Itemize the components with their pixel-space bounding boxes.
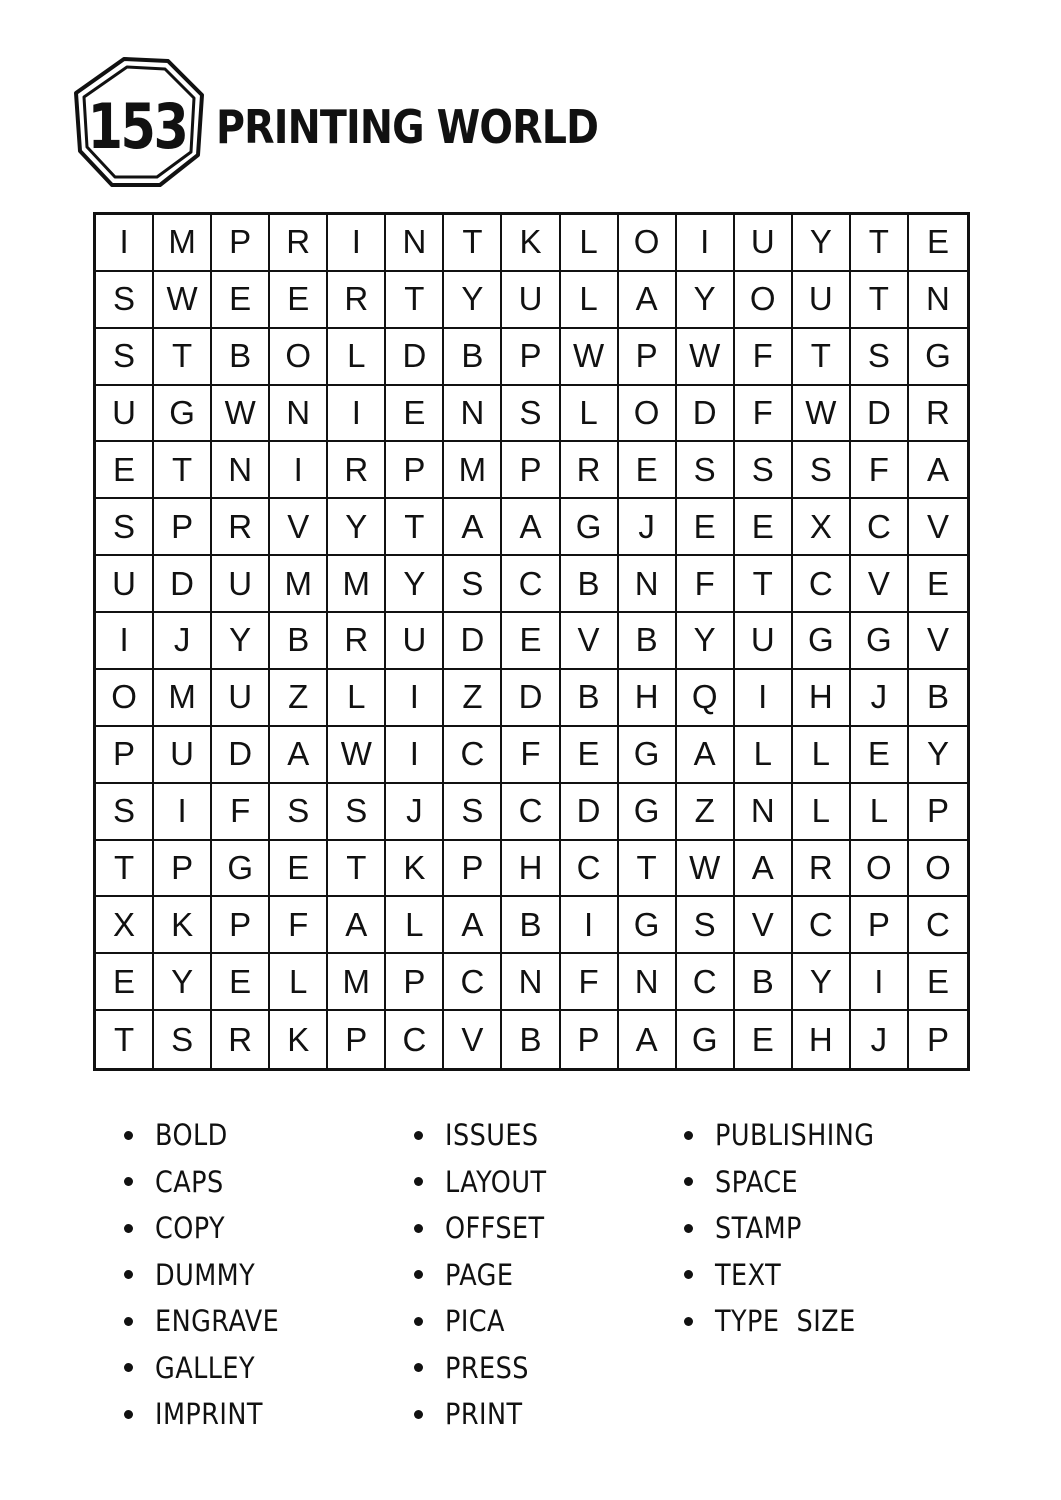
grid-cell[interactable]: J bbox=[851, 670, 909, 727]
grid-cell[interactable]: X bbox=[793, 499, 851, 556]
grid-cell[interactable]: D bbox=[444, 613, 502, 670]
grid-cell[interactable]: O bbox=[851, 841, 909, 898]
grid-cell[interactable]: R bbox=[270, 215, 328, 272]
grid-cell[interactable]: P bbox=[154, 841, 212, 898]
word-list-item bbox=[124, 1112, 296, 1159]
grid-cell[interactable]: D bbox=[212, 727, 270, 784]
bullet-icon bbox=[124, 1317, 133, 1326]
grid-cell[interactable]: L bbox=[793, 784, 851, 841]
grid-cell[interactable]: R bbox=[212, 499, 270, 556]
grid-cell[interactable]: L bbox=[328, 329, 386, 386]
grid-cell[interactable]: E bbox=[851, 727, 909, 784]
grid-cell[interactable]: N bbox=[386, 215, 444, 272]
grid-cell[interactable]: B bbox=[619, 613, 677, 670]
grid-cell[interactable]: N bbox=[270, 386, 328, 443]
grid-cell[interactable]: W bbox=[328, 727, 386, 784]
word-label: SPACE bbox=[715, 1164, 799, 1199]
grid-cell[interactable]: A bbox=[735, 841, 793, 898]
grid-cell[interactable]: I bbox=[386, 670, 444, 727]
grid-cell[interactable]: P bbox=[212, 215, 270, 272]
grid-cell[interactable]: J bbox=[619, 499, 677, 556]
grid-cell[interactable]: F bbox=[677, 556, 735, 613]
grid-cell[interactable]: Y bbox=[793, 215, 851, 272]
grid-cell[interactable]: B bbox=[561, 670, 619, 727]
grid-cell[interactable]: T bbox=[96, 841, 154, 898]
grid-cell[interactable]: G bbox=[212, 841, 270, 898]
word-label: GALLEY bbox=[155, 1350, 256, 1385]
grid-cell[interactable]: I bbox=[677, 215, 735, 272]
grid-cell[interactable]: B bbox=[502, 1011, 560, 1068]
grid-cell[interactable]: F bbox=[851, 442, 909, 499]
grid-cell[interactable]: S bbox=[851, 329, 909, 386]
bullet-icon bbox=[684, 1131, 693, 1140]
grid-cell[interactable]: C bbox=[851, 499, 909, 556]
word-label: IMPRINT bbox=[155, 1397, 263, 1432]
grid-cell[interactable]: H bbox=[619, 670, 677, 727]
grid-cell[interactable]: P bbox=[328, 1011, 386, 1068]
grid-cell[interactable]: T bbox=[386, 272, 444, 329]
bullet-icon bbox=[414, 1177, 423, 1186]
grid-cell[interactable]: I bbox=[154, 784, 212, 841]
grid-cell[interactable]: P bbox=[619, 329, 677, 386]
grid-cell[interactable]: F bbox=[735, 386, 793, 443]
word-label: BOLD bbox=[155, 1118, 228, 1153]
grid-cell[interactable]: S bbox=[96, 329, 154, 386]
bullet-icon bbox=[684, 1177, 693, 1186]
bullet-icon bbox=[124, 1224, 133, 1233]
grid-cell[interactable]: B bbox=[735, 954, 793, 1011]
grid-cell[interactable]: T bbox=[444, 215, 502, 272]
grid-cell[interactable]: L bbox=[386, 897, 444, 954]
grid-cell[interactable]: Y bbox=[793, 954, 851, 1011]
word-list-item bbox=[124, 1298, 296, 1345]
grid-cell[interactable]: U bbox=[154, 727, 212, 784]
grid-cell[interactable]: W bbox=[793, 386, 851, 443]
grid-cell[interactable]: A bbox=[444, 897, 502, 954]
bullet-icon bbox=[414, 1363, 423, 1372]
grid-cell[interactable]: N bbox=[619, 556, 677, 613]
grid-cell[interactable]: A bbox=[502, 499, 560, 556]
grid-cell[interactable]: T bbox=[96, 1011, 154, 1068]
grid-cell[interactable]: G bbox=[561, 499, 619, 556]
grid-cell[interactable]: C bbox=[444, 954, 502, 1011]
bullet-icon bbox=[124, 1131, 133, 1140]
grid-cell[interactable]: F bbox=[502, 727, 560, 784]
grid-cell[interactable]: D bbox=[851, 386, 909, 443]
grid-cell[interactable]: V bbox=[270, 499, 328, 556]
grid-cell[interactable]: R bbox=[561, 442, 619, 499]
grid-cell[interactable]: S bbox=[677, 442, 735, 499]
grid-cell[interactable]: E bbox=[270, 272, 328, 329]
grid-cell[interactable]: B bbox=[444, 329, 502, 386]
word-list-item bbox=[124, 1205, 296, 1252]
grid-cell[interactable]: P bbox=[926, 1020, 949, 1058]
grid-cell[interactable]: B bbox=[212, 329, 270, 386]
grid-cell[interactable]: I bbox=[328, 215, 386, 272]
grid-cell[interactable]: U bbox=[96, 556, 154, 613]
grid-cell[interactable]: T bbox=[619, 841, 677, 898]
word-label: PAGE bbox=[445, 1257, 514, 1292]
grid-cell[interactable]: X bbox=[96, 897, 154, 954]
grid-cell[interactable]: S bbox=[735, 442, 793, 499]
grid-cell[interactable]: C bbox=[502, 784, 560, 841]
word-label: TEXT bbox=[715, 1257, 782, 1292]
grid-cell[interactable]: I bbox=[96, 215, 154, 272]
grid-cell[interactable]: Y bbox=[444, 272, 502, 329]
grid-cell[interactable]: S bbox=[444, 556, 502, 613]
bullet-icon bbox=[414, 1224, 423, 1233]
grid-cell[interactable]: P bbox=[386, 954, 444, 1011]
grid-cell[interactable]: K bbox=[502, 215, 560, 272]
grid-cell[interactable]: P bbox=[96, 727, 154, 784]
grid-cell[interactable]: D bbox=[677, 386, 735, 443]
word-label: PRINT bbox=[445, 1397, 523, 1432]
grid-cell[interactable]: C bbox=[793, 556, 851, 613]
grid-cell[interactable]: W bbox=[677, 329, 735, 386]
grid-cell[interactable]: G bbox=[154, 386, 212, 443]
grid-cell[interactable]: S bbox=[270, 784, 328, 841]
grid-cell[interactable]: G bbox=[793, 613, 851, 670]
word-label: STAMP bbox=[715, 1211, 802, 1246]
word-list-item bbox=[124, 1345, 296, 1392]
word-label: PUBLISHING bbox=[715, 1118, 875, 1153]
grid-cell[interactable]: A bbox=[619, 272, 677, 329]
word-label: PRESS bbox=[445, 1350, 529, 1385]
bullet-icon bbox=[414, 1270, 423, 1279]
grid-cell[interactable]: J bbox=[851, 1011, 909, 1068]
grid-cell[interactable]: W bbox=[677, 841, 735, 898]
grid-cell[interactable]: S bbox=[677, 897, 735, 954]
word-list-item bbox=[684, 1159, 896, 1206]
bullet-icon bbox=[124, 1363, 133, 1372]
word-label: DUMMY bbox=[155, 1257, 256, 1292]
grid-cell[interactable]: V bbox=[444, 1011, 502, 1068]
grid-cell[interactable]: M bbox=[444, 442, 502, 499]
grid-cell[interactable]: T bbox=[851, 215, 909, 272]
grid-cell[interactable]: U bbox=[502, 272, 560, 329]
word-label: COPY bbox=[155, 1211, 226, 1246]
bullet-icon bbox=[124, 1177, 133, 1186]
grid-cell[interactable]: H bbox=[793, 1011, 851, 1068]
grid-cell[interactable]: E bbox=[735, 1011, 793, 1068]
word-label: ENGRAVE bbox=[155, 1304, 280, 1339]
grid-cell[interactable]: T bbox=[154, 442, 212, 499]
grid-cell[interactable]: G bbox=[619, 897, 677, 954]
grid-cell[interactable]: E bbox=[561, 727, 619, 784]
grid-cell[interactable]: R bbox=[328, 272, 386, 329]
grid-cell[interactable]: E bbox=[677, 499, 735, 556]
grid-cell[interactable]: P bbox=[909, 784, 967, 841]
grid-cell[interactable]: R bbox=[328, 613, 386, 670]
grid-cell[interactable]: J bbox=[386, 784, 444, 841]
grid-cell[interactable]: E bbox=[909, 215, 967, 272]
grid-cell[interactable]: A bbox=[270, 727, 328, 784]
grid-cell[interactable]: S bbox=[96, 499, 154, 556]
grid-cell[interactable]: N bbox=[444, 386, 502, 443]
grid-cell[interactable]: A bbox=[677, 727, 735, 784]
grid-cell[interactable]: I bbox=[96, 613, 154, 670]
puzzle-title: PRINTING WORLD bbox=[216, 100, 599, 154]
grid-cell[interactable]: L bbox=[735, 727, 793, 784]
grid-cell[interactable]: G bbox=[619, 727, 677, 784]
grid-cell[interactable]: L bbox=[851, 784, 909, 841]
grid-cell[interactable]: Y bbox=[677, 613, 735, 670]
grid-cell[interactable]: A bbox=[619, 1011, 677, 1068]
word-list-column bbox=[684, 1112, 896, 1345]
grid-cell[interactable]: B bbox=[502, 897, 560, 954]
grid-cell[interactable]: N bbox=[619, 954, 677, 1011]
grid-cell[interactable]: W bbox=[154, 272, 212, 329]
grid-cell[interactable]: B bbox=[561, 556, 619, 613]
word-list-column bbox=[414, 1112, 560, 1438]
word-list-item bbox=[124, 1391, 296, 1438]
word-list bbox=[0, 1112, 1061, 1442]
bullet-icon bbox=[414, 1317, 423, 1326]
grid-cell[interactable]: L bbox=[328, 670, 386, 727]
grid-cell[interactable]: T bbox=[154, 329, 212, 386]
grid-cell[interactable]: C bbox=[561, 841, 619, 898]
grid-cell[interactable]: R bbox=[909, 386, 967, 443]
grid-cell[interactable]: U bbox=[386, 613, 444, 670]
grid-cell[interactable]: N bbox=[909, 272, 967, 329]
grid-cell[interactable]: H bbox=[502, 841, 560, 898]
grid-cell[interactable]: V bbox=[909, 499, 967, 556]
grid-cell[interactable]: U bbox=[212, 556, 270, 613]
grid-cell[interactable]: Y bbox=[154, 954, 212, 1011]
grid-cell[interactable]: T bbox=[793, 329, 851, 386]
grid-cell[interactable]: Y bbox=[328, 499, 386, 556]
grid-cell[interactable]: F bbox=[270, 897, 328, 954]
grid-cell[interactable]: G bbox=[677, 1011, 735, 1068]
grid-cell[interactable]: U bbox=[735, 613, 793, 670]
grid-cell[interactable]: U bbox=[793, 272, 851, 329]
grid-cell[interactable]: Y bbox=[386, 556, 444, 613]
grid-cell[interactable]: M bbox=[328, 556, 386, 613]
grid-cell[interactable]: S bbox=[328, 784, 386, 841]
grid-cell[interactable]: V bbox=[909, 613, 967, 670]
bullet-icon bbox=[414, 1131, 423, 1140]
word-list-item bbox=[414, 1252, 560, 1299]
bullet-icon bbox=[684, 1270, 693, 1279]
grid-cell[interactable]: P bbox=[851, 897, 909, 954]
grid-cell[interactable]: K bbox=[386, 841, 444, 898]
grid-cell[interactable]: R bbox=[328, 442, 386, 499]
grid-cell[interactable]: Q bbox=[677, 670, 735, 727]
word-label: ISSUES bbox=[445, 1118, 539, 1153]
word-list-item bbox=[684, 1252, 896, 1299]
word-list-item bbox=[684, 1112, 896, 1159]
grid-cell[interactable]: D bbox=[154, 556, 212, 613]
grid-cell[interactable]: F bbox=[735, 329, 793, 386]
grid-cell[interactable]: R bbox=[793, 841, 851, 898]
grid-cell[interactable]: O bbox=[909, 841, 967, 898]
grid-cell[interactable]: A bbox=[328, 897, 386, 954]
grid-cell[interactable]: L bbox=[561, 215, 619, 272]
grid-cell[interactable]: M bbox=[328, 954, 386, 1011]
grid-cell[interactable]: B bbox=[909, 670, 967, 727]
grid-cell[interactable]: I bbox=[735, 670, 793, 727]
grid-cell[interactable]: L bbox=[561, 386, 619, 443]
grid-cell[interactable]: C bbox=[502, 556, 560, 613]
grid-cell[interactable]: Y bbox=[909, 727, 967, 784]
grid-cell[interactable]: P bbox=[386, 442, 444, 499]
grid-cell[interactable]: O bbox=[96, 670, 154, 727]
grid-cell[interactable]: A bbox=[444, 499, 502, 556]
grid-cell[interactable]: E bbox=[212, 954, 270, 1011]
grid-cell[interactable]: E bbox=[212, 272, 270, 329]
grid-cell[interactable]: M bbox=[270, 556, 328, 613]
bullet-icon bbox=[124, 1270, 133, 1279]
grid-cell[interactable]: E bbox=[909, 954, 967, 1011]
grid-cell[interactable]: L bbox=[270, 954, 328, 1011]
grid-cell[interactable]: C bbox=[677, 954, 735, 1011]
grid-cell[interactable]: P bbox=[154, 499, 212, 556]
grid-cell[interactable]: E bbox=[270, 841, 328, 898]
word-list-item bbox=[414, 1205, 560, 1252]
grid-cell[interactable]: P bbox=[561, 1011, 619, 1068]
word-search-grid bbox=[93, 212, 970, 1071]
grid-cell[interactable]: T bbox=[851, 272, 909, 329]
grid-cell[interactable]: P bbox=[502, 442, 560, 499]
grid-cell[interactable]: S bbox=[502, 386, 560, 443]
grid-cell[interactable]: E bbox=[909, 556, 967, 613]
grid-cell[interactable]: J bbox=[154, 613, 212, 670]
grid-cell[interactable]: M bbox=[154, 670, 212, 727]
word-label: OFFSET bbox=[445, 1211, 545, 1246]
grid-cell[interactable]: H bbox=[793, 670, 851, 727]
word-list-item bbox=[414, 1391, 560, 1438]
grid-cell[interactable]: I bbox=[851, 954, 909, 1011]
grid-cell[interactable]: V bbox=[851, 556, 909, 613]
grid-cell[interactable]: W bbox=[212, 386, 270, 443]
grid-cell[interactable]: O bbox=[270, 329, 328, 386]
grid-cell[interactable]: Y bbox=[677, 272, 735, 329]
grid-cell[interactable]: U bbox=[96, 386, 154, 443]
word-list-item bbox=[414, 1298, 560, 1345]
word-list-item bbox=[414, 1112, 560, 1159]
grid-cell[interactable]: Z bbox=[444, 670, 502, 727]
grid-cell[interactable]: S bbox=[96, 272, 154, 329]
word-list-item bbox=[684, 1205, 896, 1252]
grid-cell[interactable]: F bbox=[561, 954, 619, 1011]
puzzle-number: 153 bbox=[87, 89, 187, 163]
grid-cell[interactable]: D bbox=[561, 784, 619, 841]
grid-cell[interactable]: S bbox=[444, 784, 502, 841]
grid-cell[interactable]: E bbox=[735, 499, 793, 556]
grid-cell[interactable]: S bbox=[793, 442, 851, 499]
grid-cell[interactable]: N bbox=[735, 784, 793, 841]
grid-cell[interactable]: O bbox=[619, 386, 677, 443]
word-list-item bbox=[124, 1159, 296, 1206]
word-list-item bbox=[414, 1345, 560, 1392]
grid-cell[interactable]: O bbox=[735, 272, 793, 329]
bullet-icon bbox=[684, 1224, 693, 1233]
grid-cell[interactable]: P bbox=[502, 329, 560, 386]
word-label: LAYOUT bbox=[445, 1164, 547, 1199]
grid-cell[interactable]: G bbox=[909, 329, 967, 386]
grid-cell[interactable]: V bbox=[561, 613, 619, 670]
grid-cell[interactable]: C bbox=[386, 1011, 444, 1068]
grid-cell[interactable]: K bbox=[270, 1011, 328, 1068]
bullet-icon bbox=[414, 1410, 423, 1419]
grid-cell[interactable]: E bbox=[96, 442, 154, 499]
grid-cell[interactable]: M bbox=[154, 215, 212, 272]
word-label: CAPS bbox=[155, 1164, 224, 1199]
word-label: TYPE SIZE bbox=[715, 1304, 856, 1339]
grid-cell[interactable]: N bbox=[212, 442, 270, 499]
word-list-column bbox=[124, 1112, 296, 1438]
grid-cell[interactable]: G bbox=[851, 613, 909, 670]
grid-cell[interactable]: B bbox=[270, 613, 328, 670]
grid-cell[interactable]: T bbox=[386, 499, 444, 556]
grid-cell[interactable]: L bbox=[793, 727, 851, 784]
puzzle-number-badge bbox=[72, 55, 212, 193]
grid-cell[interactable]: D bbox=[386, 329, 444, 386]
grid-cell[interactable]: O bbox=[619, 215, 677, 272]
grid-cell[interactable]: L bbox=[561, 272, 619, 329]
grid-cell[interactable]: T bbox=[735, 556, 793, 613]
bullet-icon bbox=[124, 1410, 133, 1419]
grid-cell[interactable]: Z bbox=[270, 670, 328, 727]
grid-cell[interactable]: P bbox=[444, 841, 502, 898]
word-list-item bbox=[124, 1252, 296, 1299]
grid-cell[interactable]: I bbox=[561, 897, 619, 954]
grid-cell[interactable]: P bbox=[212, 897, 270, 954]
grid-cell[interactable]: G bbox=[619, 784, 677, 841]
grid-cell[interactable]: U bbox=[212, 670, 270, 727]
grid-cell[interactable]: C bbox=[444, 727, 502, 784]
grid-cell[interactable]: Z bbox=[677, 784, 735, 841]
grid-cell[interactable]: D bbox=[502, 670, 560, 727]
grid-cell[interactable]: V bbox=[735, 897, 793, 954]
grid-cell[interactable]: C bbox=[793, 897, 851, 954]
grid-cell[interactable]: U bbox=[735, 215, 793, 272]
grid-cell[interactable]: E bbox=[96, 954, 154, 1011]
bullet-icon bbox=[684, 1317, 693, 1326]
grid-cell[interactable]: F bbox=[212, 784, 270, 841]
grid-cell[interactable]: E bbox=[619, 442, 677, 499]
grid-cell[interactable]: T bbox=[328, 841, 386, 898]
grid-cell[interactable]: R bbox=[212, 1011, 270, 1068]
word-list-item bbox=[684, 1298, 896, 1345]
grid-cell[interactable]: E bbox=[386, 386, 444, 443]
word-label: PICA bbox=[445, 1304, 505, 1339]
grid-cell[interactable]: W bbox=[561, 329, 619, 386]
grid-cell[interactable]: K bbox=[154, 897, 212, 954]
grid-cell[interactable]: S bbox=[154, 1011, 212, 1068]
grid-cell[interactable]: C bbox=[909, 897, 967, 954]
grid-cell[interactable]: E bbox=[502, 613, 560, 670]
grid-cell[interactable]: Y bbox=[212, 613, 270, 670]
word-list-item bbox=[414, 1159, 560, 1206]
grid-cell[interactable]: N bbox=[502, 954, 560, 1011]
grid-cell[interactable]: I bbox=[270, 442, 328, 499]
grid-cell[interactable]: I bbox=[386, 727, 444, 784]
grid-cell[interactable]: I bbox=[328, 386, 386, 443]
grid-cell[interactable]: S bbox=[96, 784, 154, 841]
grid-cell[interactable]: A bbox=[909, 442, 967, 499]
